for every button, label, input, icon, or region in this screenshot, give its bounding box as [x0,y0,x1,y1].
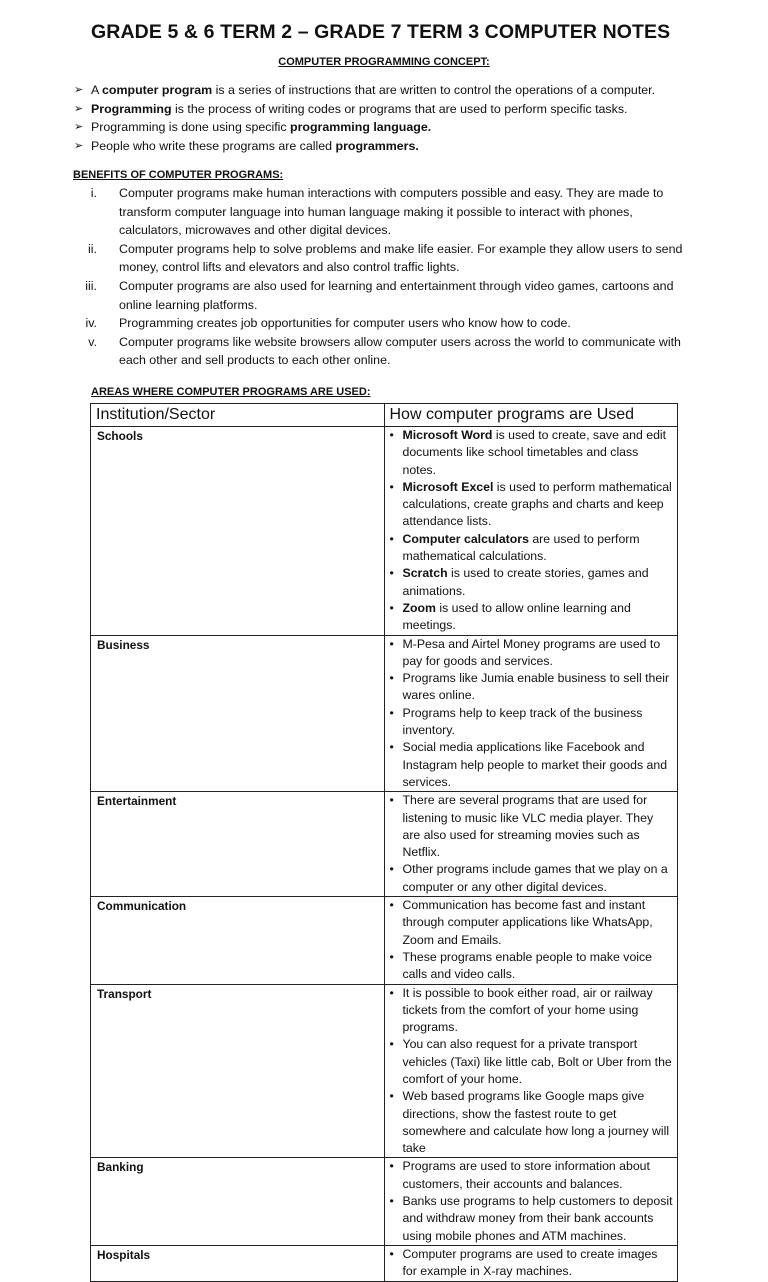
usage-item: • Zoom is used to allow online learning and meetings. [389,600,631,633]
usage-item: • Programs help to keep track of the business inventory. [389,705,643,738]
benefit-item: i. Computer programs make human interactions with computers possible and easy. They are made to transform computer language into human language making it possible to interact with phones, calculators, microwaves and other digital devices. [90,186,664,238]
bullet-icon: • [389,740,394,755]
table-row [91,792,678,897]
bullet-icon: • [389,793,394,808]
bullet-icon: • [389,898,394,913]
concept-item: ➢ A computer program is a series of instructions that are written to control the operations of a computer. [74,83,656,97]
table-row [91,427,678,636]
table-row [91,635,678,792]
usage-cell [384,1245,678,1281]
arrow-bullet-icon: ➢ [74,121,84,133]
table-header-row [91,404,678,427]
bullet-icon: • [389,531,394,546]
bullet-icon: • [389,600,394,615]
usage-item: • Programs like Jumia enable business to sell their wares online. [389,671,670,703]
table-row [91,1158,678,1245]
usage-cell [384,1158,678,1245]
bullet-icon: • [389,479,394,494]
bullet-icon: • [389,862,394,877]
sector-cell: Business [91,635,385,792]
bullet-icon: • [389,1037,394,1052]
concept-list [74,81,694,155]
usage-cell [384,984,678,1158]
sector-cell: Entertainment [91,792,385,897]
bullet-icon: • [389,949,394,964]
bullet-icon: • [389,1194,394,1209]
usage-item: • Computer calculators are used to perform mathematical calculations. [389,531,640,564]
usage-cell [384,792,678,897]
bullet-icon: • [389,671,394,686]
page-title: GRADE 5 & 6 TERM 2 – GRADE 7 TERM 3 COMPUTER NOTES [91,21,671,43]
arrow-bullet-icon: ➢ [74,102,84,115]
usage-cell [384,427,678,636]
benefit-item: v. Computer programs like website browsers allow computer users across the world to communicate with each other and sell products to each other online. [88,334,681,368]
usage-item: • Banks use programs to help customers to deposit and withdraw money from their bank accounts using mobile phones and ATM machines. [389,1194,673,1243]
table-row [91,984,678,1158]
table-row [91,1245,678,1281]
usage-item: • There are several programs that are used for listening to music like VLC media player. They are also used for streaming movies such as Netflix. [389,793,654,860]
bullet-icon: • [389,1246,394,1261]
concept-heading: COMPUTER PROGRAMMING CONCEPT: [278,56,490,68]
benefit-item: iv. Programming creates job opportunities for computer users who know how to code. [85,316,571,331]
benefit-item: iii. Computer programs are also used for learning and entertainment through video games, cartoons and online learning platforms. [85,278,674,312]
usage-item: • Microsoft Word is used to create, save and edit documents like school timetables and class notes. [389,428,667,477]
column-header-usage: How computer programs are Used [384,404,678,427]
arrow-bullet-icon: ➢ [74,139,84,152]
concept-item: ➢ Programming is done using specific programming language. [74,120,432,134]
usage-item: • Communication has become fast and instant through computer applications like WhatsApp, Zoom and Emails. [389,898,653,947]
sector-cell: Communication [91,897,385,984]
areas-table [90,403,678,1282]
sector-cell: Schools [91,427,385,636]
usage-cell [384,897,678,984]
arrow-bullet-icon: ➢ [74,84,84,96]
usage-item: • Other programs include games that we play on a computer or any other digital devices. [389,862,668,894]
usage-item: • You can also request for a private transport vehicles (Taxi) like little cab, Bolt or Uber from the comfort of your home. [389,1037,672,1086]
benefits-list [74,184,684,370]
usage-item: • Social media applications like Facebook and Instagram help people to market their goods and services. [389,740,668,789]
column-header-sector: Institution/Sector [91,404,385,427]
usage-item: • Web based programs like Google maps give directions, show the fastest route to get somewhere and calculate how long a journey will take [389,1089,670,1156]
bullet-icon: • [389,985,394,1000]
usage-item: • M-Pesa and Airtel Money programs are used to pay for goods and services. [389,636,661,668]
sector-cell: Hospitals [91,1245,385,1281]
usage-cell [384,635,678,792]
bullet-icon: • [389,566,394,581]
concept-item: ➢ People who write these programs are called programmers. [74,138,419,153]
usage-item: • Scratch is used to create stories, games and animations. [389,566,649,598]
usage-item: • Programs are used to store information about customers, their accounts and balances. [389,1159,650,1191]
table-row [91,897,678,984]
concept-item: ➢ Programming is the process of writing codes or programs that are used to perform specific tasks. [74,101,628,116]
bullet-icon: • [389,1089,394,1104]
usage-item: • These programs enable people to make voice calls and video calls. [389,949,652,982]
usage-item: • Computer programs are used to create images for example in X-ray machines. [389,1246,658,1279]
sector-cell: Banking [91,1158,385,1245]
bullet-icon: • [389,1159,394,1174]
bullet-icon: • [389,636,394,651]
usage-item: • Microsoft Excel is used to perform mathematical calculations, create graphs and charts and keep attendance lists. [389,479,672,529]
benefits-heading: BENEFITS OF COMPUTER PROGRAMS: [73,169,284,181]
areas-heading: AREAS WHERE COMPUTER PROGRAMS ARE USED: [91,386,371,398]
benefit-item: ii. Computer programs help to solve problems and make life easier. For example they allow users to send money, control lifts and elevators and also control traffic lights. [88,241,683,275]
bullet-icon: • [389,705,394,720]
usage-item: • It is possible to book either road, air or railway tickets from the comfort of your home using programs. [389,985,653,1035]
bullet-icon: • [389,428,394,442]
sector-cell: Transport [91,984,385,1158]
